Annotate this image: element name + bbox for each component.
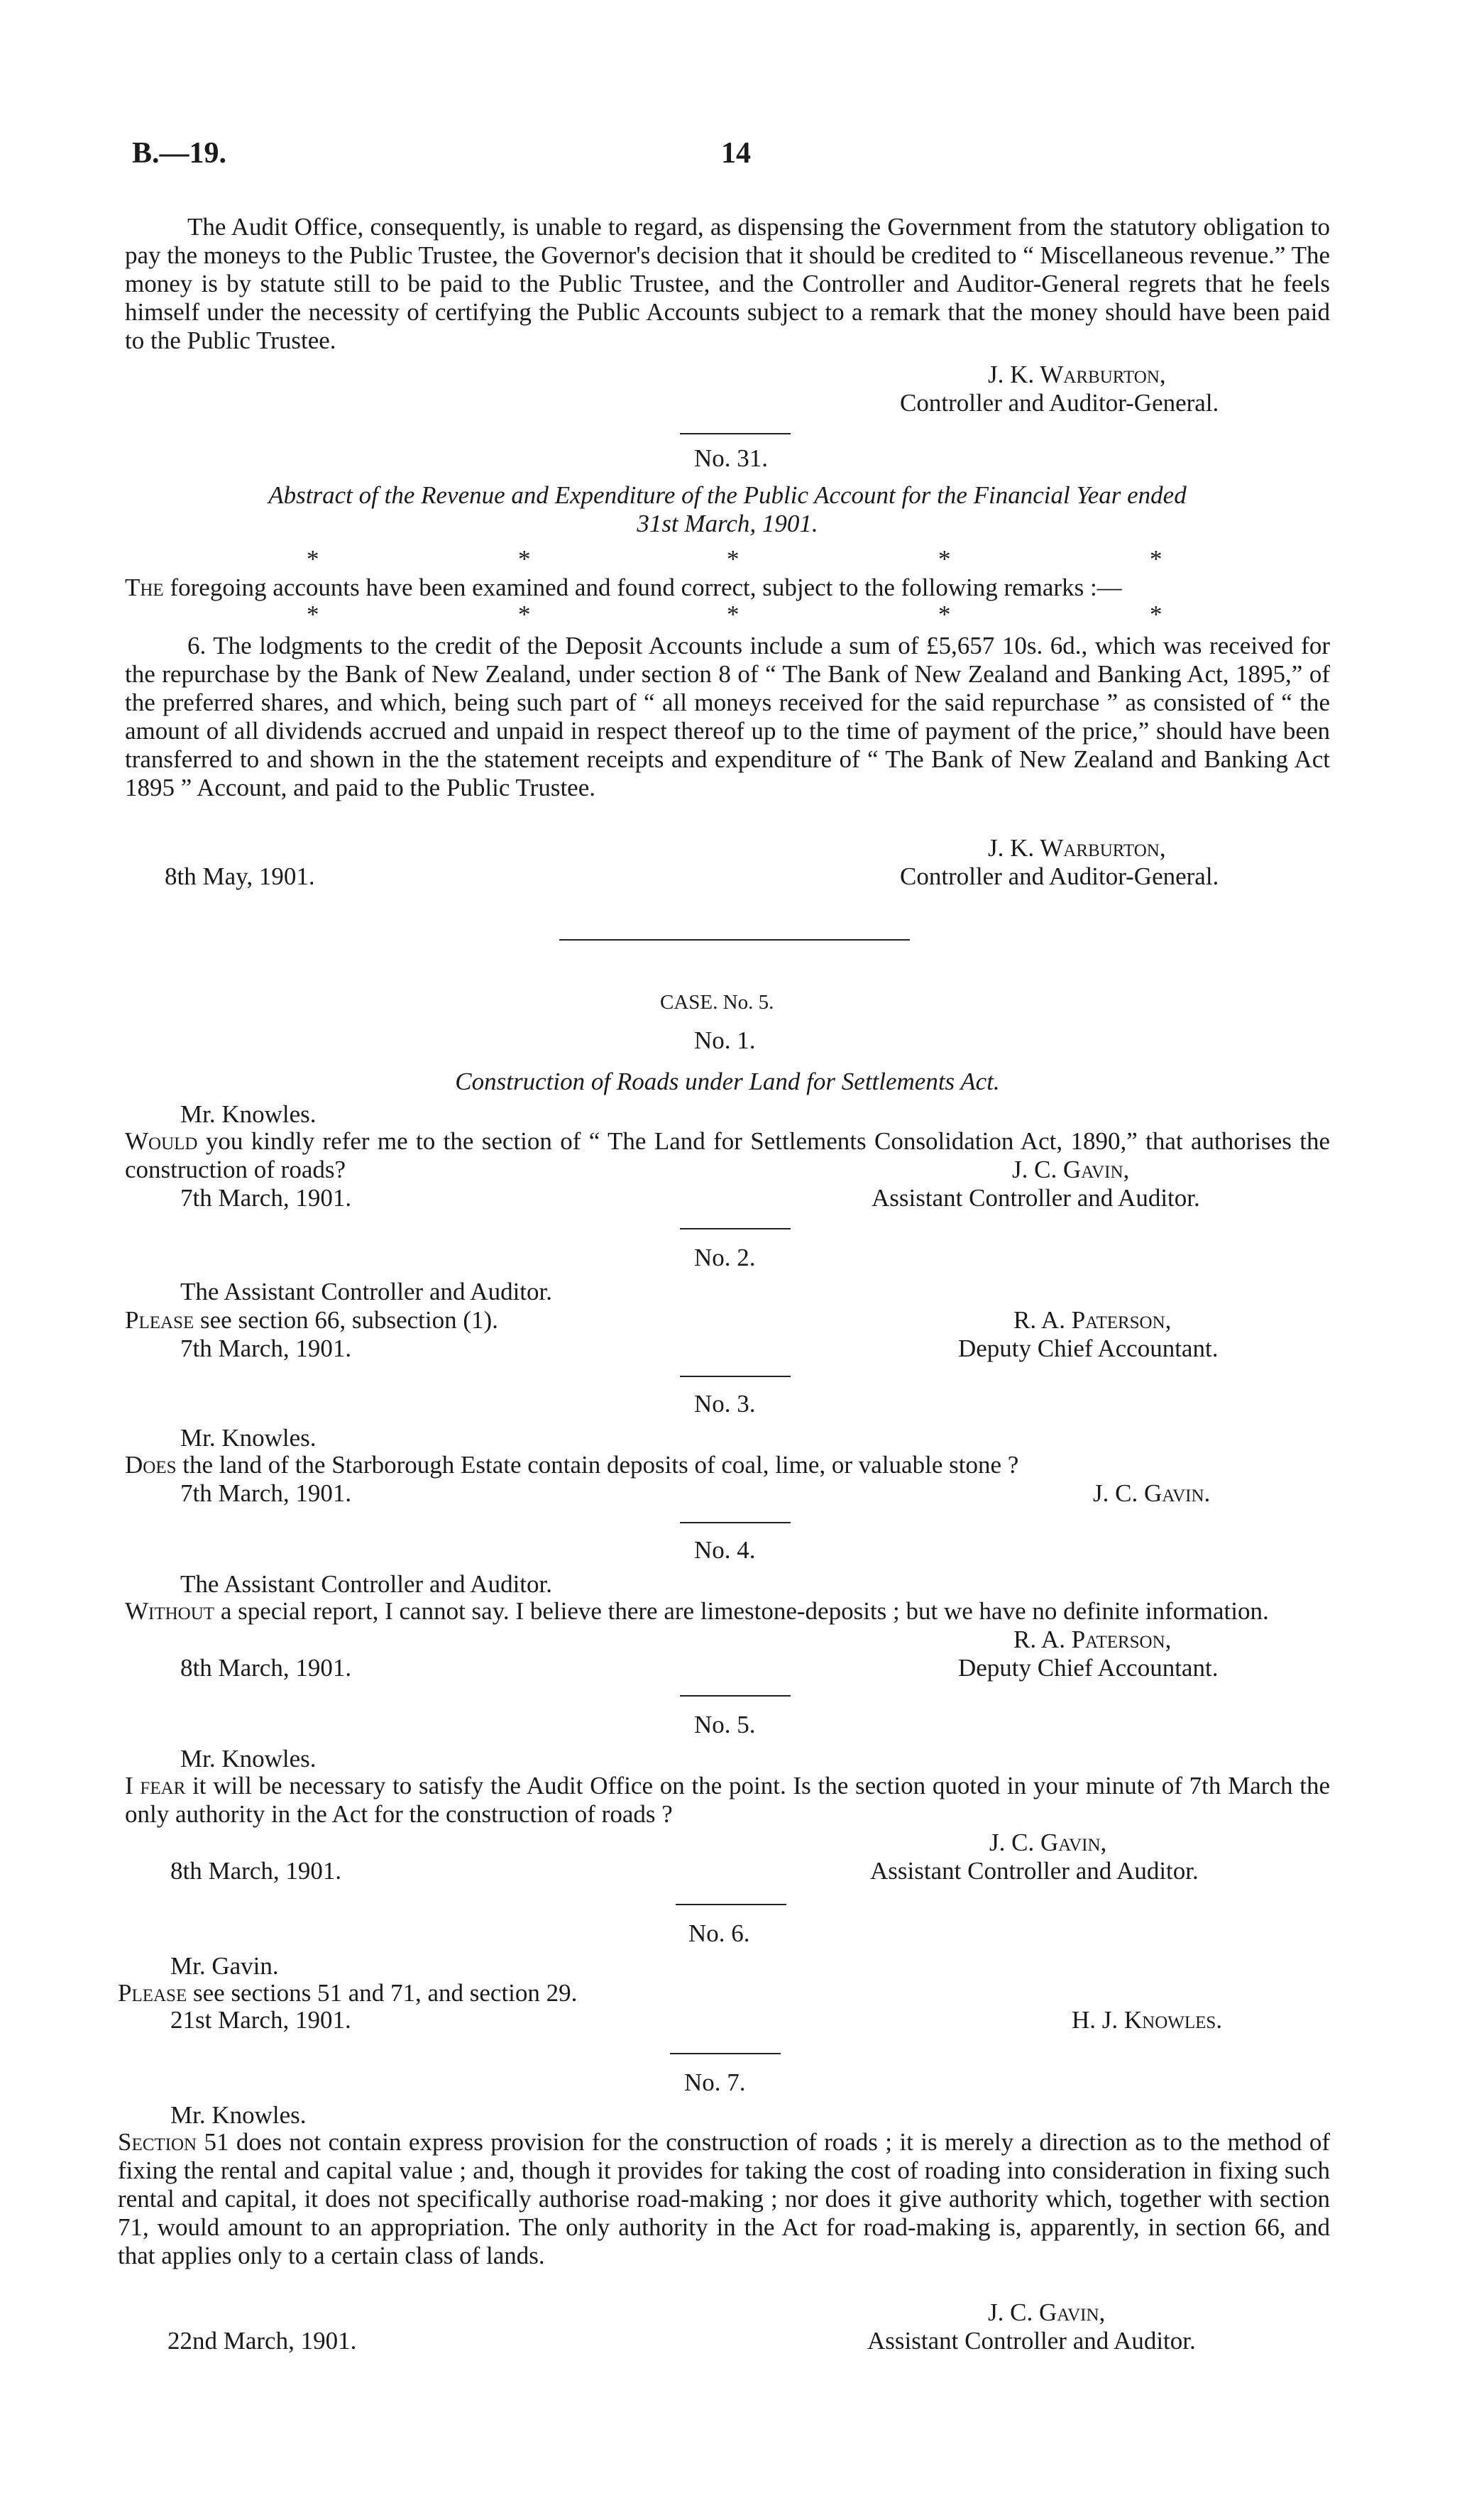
case-heading: CASE. No. 5.	[660, 991, 774, 1014]
minute-addressee: The Assistant Controller and Auditor.	[180, 1570, 552, 1598]
asterisk: *	[307, 601, 319, 628]
minute-number: No. 7.	[684, 2069, 746, 2096]
minute-body	[125, 1127, 1330, 1184]
deposit-accounts-text: 6. The lodgments to the credit of the Deposit Accounts include a sum of £5,657 10s. 6d., which was received for the repurchase by the Bank of New Zealand, under section 8 of “ The Bank of New Zealand and Banking Act, 1895,” of the preferred shares, and which, being such part of “ all moneys received for the said repurchase ” as consisted of “ the amount of all dividends accrued and unpaid in respect thereof up to the time of payment of the price,” should have been transferred to and shown in the the statement receipts and expenditure of “ The Bank of New Zealand and Banking Act 1895 ” Account, and paid to the Public Trustee.	[125, 632, 1330, 801]
minute-text	[125, 1127, 1330, 1184]
abstract-title-line2: 31st March, 1901.	[637, 510, 818, 537]
minute-body	[125, 1451, 1018, 1479]
minute-body	[125, 1597, 1330, 1626]
abstract-signature-name: J. K. Warburton,	[988, 834, 1166, 862]
report-reference: B.—19.	[132, 137, 227, 170]
minute-number: No. 1.	[694, 1026, 756, 1054]
minute-signature-name: J. C. Gavin,	[989, 1829, 1107, 1856]
minute-signature-title: Assistant Controller and Auditor.	[872, 1184, 1200, 1212]
minute-text	[125, 1597, 1330, 1626]
minute-addressee: Mr. Knowles.	[170, 2101, 307, 2129]
deposit-accounts-paragraph	[125, 632, 1330, 802]
minute-signature-name: J. C. Gavin,	[988, 2298, 1106, 2326]
minute-signature-title: Assistant Controller and Auditor.	[867, 2327, 1196, 2355]
divider-rule	[680, 1522, 791, 1523]
minute-lead: Please	[125, 1306, 194, 1334]
minute-content: a special report, I cannot say. I believe there are limestone-deposits ; but we have no definite information.	[214, 1597, 1269, 1625]
divider-rule	[676, 1904, 786, 1905]
abstract-date: 8th May, 1901.	[165, 862, 315, 890]
minute-number: No. 5.	[694, 1711, 756, 1738]
minute-body	[125, 1772, 1330, 1829]
divider-rule	[680, 433, 791, 434]
abstract-signature-title: Controller and Auditor-General.	[900, 862, 1219, 890]
minute-signature-title: Deputy Chief Accountant.	[958, 1335, 1219, 1362]
section-number: No. 31.	[694, 444, 769, 472]
audit-paragraph	[125, 213, 1330, 355]
minute-number: No. 2.	[694, 1244, 756, 1271]
minute-lead: Please	[118, 1979, 187, 2007]
asterisk: *	[1150, 601, 1163, 628]
minute-signature-name: H. J. Knowles.	[1072, 2006, 1223, 2034]
minute-addressee: Mr. Knowles.	[180, 1745, 317, 1772]
minute-signature-name: J. C. Gavin,	[1012, 1156, 1130, 1183]
minute-lead: Does	[125, 1451, 177, 1479]
minute-lead: Section	[118, 2128, 197, 2156]
minute-addressee: Mr. Knowles.	[180, 1424, 317, 1452]
minute-date: 7th March, 1901.	[180, 1335, 352, 1362]
asterisk: *	[727, 545, 740, 573]
abstract-intro	[125, 574, 1122, 602]
minute-date: 8th March, 1901.	[170, 1857, 342, 1885]
abstract-title-line1: Abstract of the Revenue and Expenditure of the Public Account for the Financial Year ended	[268, 481, 1187, 509]
divider-rule	[680, 1228, 791, 1229]
section-divider	[559, 939, 910, 941]
audit-signature-title: Controller and Auditor-General.	[900, 389, 1219, 417]
minute-content: 51 does not contain express provision for the construction of roads ; it is merely a direction as to the method of fixing the rental and capital value ; and, though it provides for taking the cost of roading into consideration in fixing such rental and capital, it does not specifically authorise road-making ; nor does it give authority which, together with section 71, would amount to an appropriation. The only authority in the Act for road-making is, apparently, in section 66, and that applies only to a certain class of lands.	[118, 2128, 1330, 2269]
minute-number: No. 6.	[688, 1919, 750, 1947]
asterisk: *	[938, 545, 951, 573]
minute-signature-name: R. A. Paterson,	[1013, 1306, 1172, 1334]
minute-date: 21st March, 1901.	[170, 2006, 351, 2034]
minute-addressee: The Assistant Controller and Auditor.	[180, 1278, 552, 1305]
asterisk: *	[518, 601, 531, 628]
minute-date: 22nd March, 1901.	[167, 2327, 357, 2355]
minute-number: No. 4.	[694, 1536, 756, 1564]
audit-paragraph-text: The Audit Office, consequently, is unable to regard, as dispensing the Government from the statutory obligation to pay the moneys to the Public Trustee, the Governor's decision that it should be credited to “ Miscellaneous revenue.” The money is by statute still to be paid to the Public Trustee, and the Controller and Auditor-General regrets that he feels himself under the necessity of certifying the Public Accounts subject to a remark that the money should have been paid to the Public Trustee.	[125, 213, 1330, 354]
asterisk: *	[727, 601, 740, 628]
minute-number: No. 3.	[694, 1390, 756, 1418]
minute-addressee: Mr. Knowles.	[180, 1100, 317, 1128]
asterisk: *	[938, 601, 951, 628]
minute-date: 8th March, 1901.	[180, 1654, 352, 1682]
minute-content: it will be necessary to satisfy the Audit Office on the point. Is the section quoted in your minute of 7th March the only authority in the Act for the construction of roads ?	[125, 1772, 1331, 1828]
divider-rule	[680, 1376, 791, 1377]
minute-date: 7th March, 1901.	[180, 1479, 352, 1507]
case-title: Construction of Roads under Land for Settlements Act.	[455, 1068, 1000, 1095]
asterisk: *	[307, 545, 319, 573]
minute-body	[118, 1979, 577, 2007]
minute-lead: I fear	[125, 1772, 186, 1799]
divider-rule	[680, 1695, 791, 1697]
minute-signature-title: Assistant Controller and Auditor.	[870, 1857, 1199, 1885]
minute-content: the land of the Starborough Estate contain deposits of coal, lime, or valuable stone ?	[176, 1451, 1019, 1479]
minute-text	[118, 2128, 1330, 2270]
minute-addressee: Mr. Gavin.	[170, 1952, 279, 1980]
minute-content: you kindly refer me to the section of “ The Land for Settlements Consolidation Act, 1890,” that authorises the construction of roads?	[125, 1127, 1330, 1183]
abstract-intro-lead: The	[125, 574, 164, 601]
minute-text	[125, 1772, 1330, 1829]
minute-date: 7th March, 1901.	[180, 1184, 352, 1212]
audit-signature-name: J. K. Warburton,	[988, 361, 1166, 388]
minute-signature-name: J. C. Gavin.	[1093, 1479, 1211, 1507]
minute-body	[125, 1306, 498, 1335]
minute-content: see section 66, subsection (1).	[194, 1306, 498, 1334]
asterisk: *	[518, 545, 531, 573]
asterisk: *	[1150, 545, 1163, 573]
minute-content: see sections 51 and 71, and section 29.	[187, 1979, 578, 2007]
minute-lead: Without	[125, 1597, 215, 1625]
minute-body	[118, 2128, 1330, 2270]
page-number: 14	[721, 137, 751, 170]
minute-signature-title: Deputy Chief Accountant.	[958, 1654, 1219, 1682]
divider-rule	[670, 2053, 781, 2054]
minute-lead: Would	[125, 1127, 198, 1155]
minute-signature-name: R. A. Paterson,	[1013, 1626, 1172, 1653]
abstract-intro-text: foregoing accounts have been examined and found correct, subject to the following remarks :—	[163, 574, 1122, 601]
